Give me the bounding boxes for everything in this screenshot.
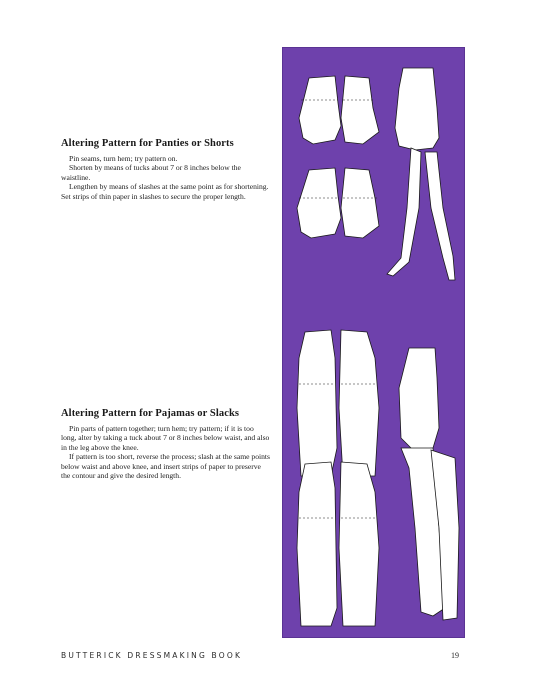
slacks-figure [399,348,459,620]
pajama-pattern-pieces [297,330,379,626]
panties-shorts-section [61,138,271,201]
section-paragraph: Lengthen by means of slashes at the same point as for shortening. Set strips of thin paper in slashes to secure the proper length. [61,182,269,201]
shorts-pattern-pieces [297,76,379,238]
section-paragraph: Pin parts of pattern together; turn hem; try pattern; if it is too long, alter by taking a tuck about 7 or 8 inches below waist, and also in the leg above the knee. [61,424,270,452]
section-paragraph: Shorten by means of tucks about 7 or 8 inches below the waistline. [61,163,241,182]
shorts-figure [387,68,455,280]
pattern-illustration [283,48,464,637]
section-paragraph: Pin seams, turn hem; try pattern on. [69,154,178,163]
illustration-panel [283,48,464,637]
section-heading: Altering Pattern for Panties or Shorts [61,138,234,149]
section-heading: Altering Pattern for Pajamas or Slacks [61,408,240,419]
pajamas-slacks-section [61,408,271,480]
book-title: BUTTERICK DRESSMAKING BOOK [61,651,243,660]
section-paragraph: If pattern is too short, reverse the process; slash at the same points below waist and above knee, and insert strips of paper to preserve the contour and give the desired length. [61,452,270,481]
page-number: 19 [451,651,459,660]
